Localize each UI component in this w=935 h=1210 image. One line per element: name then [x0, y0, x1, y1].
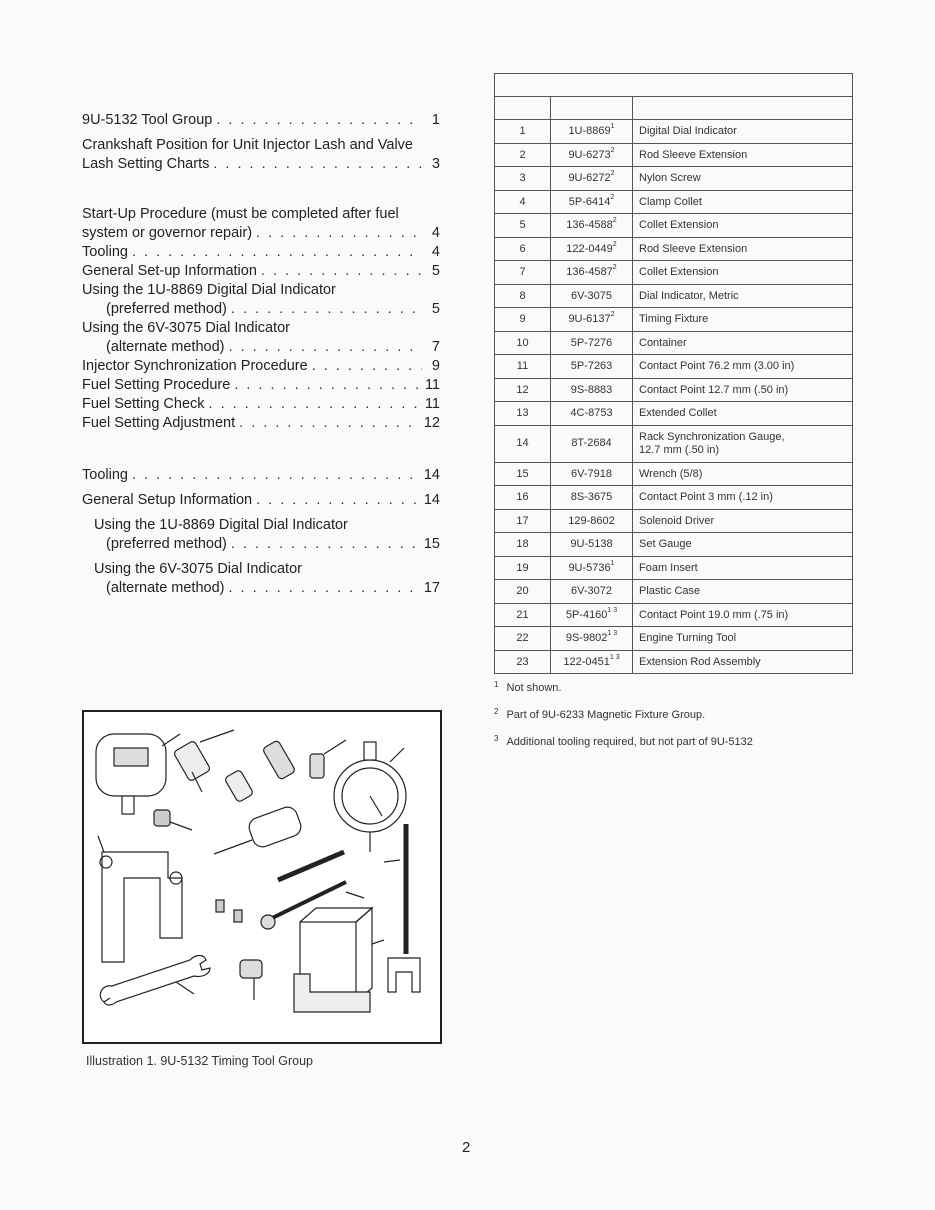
toc-page-number: 4 — [431, 225, 440, 241]
toc-leader-dots — [213, 155, 422, 174]
part-number-cell — [551, 486, 633, 510]
item-number: 1 — [495, 120, 551, 144]
toc-entry-title: Fuel Setting Procedure — [82, 377, 231, 393]
toc-page-number: 9 — [431, 358, 440, 374]
item-number: 10 — [495, 331, 551, 355]
description: Rod Sleeve Extension — [639, 148, 748, 161]
part-number: 5P-6414 — [568, 195, 611, 208]
toc-line — [82, 491, 440, 510]
description: Dial Indicator, Metric — [639, 289, 739, 302]
part-number: 1U-8869 — [568, 125, 611, 138]
description-line-2: 12.7 mm (.50 in) — [639, 443, 720, 456]
toc-line — [82, 300, 440, 319]
footnote-ref: 1 3 — [607, 630, 618, 638]
item-number: 2 — [495, 143, 551, 167]
part-number: 129-8602 — [568, 514, 615, 527]
toc-entry — [82, 376, 440, 395]
item-number: 13 — [495, 402, 551, 426]
table-row — [495, 167, 853, 191]
item-number: 4 — [495, 190, 551, 214]
toc-entry-title: Start-Up Procedure (must be completed after fuel — [82, 206, 399, 222]
collet-drawing — [224, 740, 346, 803]
description: Timing Fixture — [639, 313, 709, 326]
table-row — [495, 462, 853, 486]
toc-entry-title: Using the 1U-8869 Digital Dial Indicator — [82, 282, 336, 298]
toc-line — [82, 579, 440, 598]
toc-line — [82, 560, 440, 579]
table-row — [495, 627, 853, 651]
table-row — [495, 261, 853, 285]
extension-rod-drawing — [261, 852, 364, 929]
description-cell — [633, 603, 853, 627]
toc-leader-dots — [228, 579, 419, 598]
part-number-cell — [551, 425, 633, 462]
description: Foam Insert — [639, 561, 698, 574]
toc-entry — [82, 281, 440, 319]
footnote-ref: 1 3 — [607, 606, 618, 614]
toc-entry-title: Using the 6V-3075 Dial Indicator — [94, 561, 302, 577]
part-number-cell — [551, 556, 633, 580]
part-number-cell — [551, 284, 633, 308]
toc-section-2 — [82, 205, 440, 433]
part-number-cell — [551, 533, 633, 557]
part-number: 8T-2684 — [571, 437, 612, 449]
description: Rod Sleeve Extension — [639, 242, 748, 255]
part-number: 9U-6137 — [568, 313, 611, 326]
rod-sleeve-drawing — [173, 730, 234, 792]
table-row — [495, 650, 853, 674]
toc-line — [82, 281, 440, 300]
tool-group-drawing — [84, 712, 440, 1042]
item-number: 5 — [495, 214, 551, 238]
footnote — [494, 709, 705, 721]
toc-entry — [82, 111, 440, 130]
description-cell — [633, 143, 853, 167]
item-number: 21 — [495, 603, 551, 627]
description-cell — [633, 355, 853, 379]
toc-entry-title: (preferred method) — [106, 301, 227, 317]
footnote-ref: 2 — [610, 146, 615, 154]
item-number: 14 — [495, 425, 551, 462]
toc-leader-dots — [234, 376, 421, 395]
toc-leader-dots — [228, 338, 422, 357]
toc-line — [82, 395, 440, 414]
timing-fixture-drawing — [98, 836, 182, 962]
toc-page-number: 17 — [423, 580, 440, 596]
table-row — [495, 237, 853, 261]
table-row — [495, 486, 853, 510]
description: Rack Synchronization Gauge, — [639, 430, 785, 443]
footnote-mark: 3 — [494, 734, 499, 743]
item-number: 20 — [495, 580, 551, 604]
item-number: 12 — [495, 378, 551, 402]
wrench-drawing — [100, 956, 210, 1006]
toc-page-number: 7 — [431, 339, 440, 355]
toc-line — [82, 376, 440, 395]
description: Solenoid Driver — [639, 514, 715, 527]
toc-leader-dots — [231, 300, 422, 319]
table-row — [495, 556, 853, 580]
toc-leader-dots — [239, 414, 420, 433]
description-cell — [633, 167, 853, 191]
part-number-cell — [551, 580, 633, 604]
part-number: 5P-7263 — [570, 360, 613, 373]
toc-entry — [82, 414, 440, 433]
toc-page-number: 11 — [424, 396, 440, 412]
table-row — [495, 580, 853, 604]
toc-entry — [82, 262, 440, 281]
part-number: 9S-8883 — [570, 383, 613, 396]
toc-entry — [82, 395, 440, 414]
part-number: 9S-9802 — [565, 632, 608, 645]
item-number: 23 — [495, 650, 551, 674]
toc-line — [82, 319, 440, 338]
description: Nylon Screw — [639, 172, 701, 185]
table-row — [495, 425, 853, 462]
toc-entry — [82, 516, 440, 554]
description: Set Gauge — [639, 538, 692, 551]
description: Contact Point 3 mm (.12 in) — [639, 491, 773, 504]
toc-line — [82, 535, 440, 554]
toc-entry-title: (alternate method) — [106, 339, 225, 355]
footnote-ref: 2 — [612, 217, 617, 225]
table-row — [495, 402, 853, 426]
toc-page-number: 4 — [431, 244, 440, 260]
parts-table — [494, 73, 853, 674]
description-cell — [633, 580, 853, 604]
description-cell — [633, 462, 853, 486]
description: Contact Point 19.0 mm (.75 in) — [639, 608, 789, 621]
item-number: 17 — [495, 509, 551, 533]
part-number-cell — [551, 214, 633, 238]
table-row — [495, 378, 853, 402]
part-number-cell — [551, 355, 633, 379]
toc-entry — [82, 491, 440, 510]
table-row — [495, 355, 853, 379]
part-number: 136-4588 — [566, 219, 613, 232]
description: Engine Turning Tool — [639, 632, 737, 645]
part-number: 9U-5736 — [568, 561, 611, 574]
toc-entry — [82, 357, 440, 376]
description-cell — [633, 190, 853, 214]
description-cell — [633, 425, 853, 462]
description-cell — [633, 627, 853, 651]
part-number-cell — [551, 261, 633, 285]
part-number-cell — [551, 120, 633, 144]
table-row — [495, 143, 853, 167]
toc-page-number: 5 — [431, 301, 440, 317]
toc-line — [82, 338, 440, 357]
footnote-text: Part of 9U-6233 Magnetic Fixture Group. — [506, 709, 706, 721]
toc-leader-dots — [216, 111, 422, 130]
toc-entry-title: Lash Setting Charts — [82, 156, 210, 172]
toc-leader-dots — [209, 395, 421, 414]
item-number: 18 — [495, 533, 551, 557]
table-header-row — [495, 97, 853, 120]
part-number: 8S-3675 — [570, 491, 613, 504]
part-number: 122-0449 — [566, 242, 613, 255]
part-number: 5P-4160 — [565, 608, 608, 621]
illustration-tool-group — [82, 710, 442, 1044]
toc-entry-title: Tooling — [82, 467, 128, 483]
footnote — [494, 682, 561, 694]
toc-entry — [82, 136, 440, 174]
toc-entry-title: Injector Synchronization Procedure — [82, 358, 308, 374]
toc-line — [82, 414, 440, 433]
footnote-ref: 2 — [610, 311, 615, 319]
footnote — [494, 736, 753, 748]
footnote-text: Not shown. — [506, 682, 562, 694]
description: Collet Extension — [639, 266, 719, 279]
description-cell — [633, 650, 853, 674]
part-number: 6V-7918 — [571, 467, 612, 480]
toc-section-3 — [82, 466, 440, 598]
knurled-collet-drawing — [240, 960, 262, 1000]
toc-line — [82, 243, 440, 262]
part-number-cell — [551, 378, 633, 402]
description-cell — [633, 284, 853, 308]
toc-entry — [82, 560, 440, 598]
toc-entry-title: 9U-5132 Tool Group — [82, 112, 213, 128]
toc-leader-dots — [256, 224, 422, 243]
toc-page-number: 3 — [431, 156, 440, 172]
description-cell — [633, 378, 853, 402]
nylon-screw-drawing — [154, 810, 192, 830]
toc-page-number: 14 — [423, 492, 440, 508]
footnote-ref: 1 — [610, 123, 615, 131]
digital-dial-indicator-drawing — [96, 734, 180, 814]
description: Extension Rod Assembly — [639, 655, 761, 668]
toc-entry-title: Fuel Setting Adjustment — [82, 415, 236, 431]
item-number: 3 — [495, 167, 551, 191]
description-cell — [633, 509, 853, 533]
part-number: 9U-5138 — [570, 538, 613, 551]
footnote-mark: 1 — [494, 680, 499, 689]
toc-entry-title: Crankshaft Position for Unit Injector Lash and Valve — [82, 137, 413, 153]
table-title-row — [495, 74, 853, 97]
turning-tool-drawing — [384, 824, 420, 992]
table-row — [495, 284, 853, 308]
toc-leader-dots — [256, 491, 420, 510]
description: Clamp Collet — [639, 195, 702, 208]
illustration-caption: Illustration 1. 9U-5132 Timing Tool Group — [86, 1054, 313, 1068]
part-number: 122-0451 — [563, 655, 610, 668]
footnote-ref: 1 — [610, 559, 615, 567]
part-number-cell — [551, 308, 633, 332]
part-number-cell — [551, 603, 633, 627]
description-cell — [633, 331, 853, 355]
dial-indicator-drawing — [334, 742, 406, 852]
item-number: 11 — [495, 355, 551, 379]
part-number: 5P-7276 — [570, 336, 613, 349]
part-number: 9U-6273 — [568, 148, 611, 161]
toc-entry-title: Fuel Setting Check — [82, 396, 205, 412]
part-number: 9U-6272 — [568, 172, 611, 185]
toc-line — [82, 466, 440, 485]
part-number-cell — [551, 167, 633, 191]
toc-entry-title: General Set-up Information — [82, 263, 257, 279]
toc-line — [82, 111, 440, 130]
toc-page-number: 11 — [424, 377, 440, 393]
toc-leader-dots — [312, 357, 422, 376]
item-number: 16 — [495, 486, 551, 510]
footnote-ref: 2 — [612, 240, 617, 248]
set-gauge-drawing — [294, 908, 384, 1012]
description: Plastic Case — [639, 585, 701, 598]
part-number-cell — [551, 402, 633, 426]
description: Collet Extension — [639, 219, 719, 232]
toc-line — [82, 224, 440, 243]
part-number-cell — [551, 190, 633, 214]
toc-entry — [82, 243, 440, 262]
description: Digital Dial Indicator — [639, 125, 737, 138]
table-row — [495, 509, 853, 533]
item-number: 9 — [495, 308, 551, 332]
contact-point-drawing — [216, 900, 242, 922]
toc-line — [82, 357, 440, 376]
table-row — [495, 533, 853, 557]
footnote-text: Additional tooling required, but not part of 9U-5132 — [506, 736, 753, 748]
toc-line — [82, 205, 440, 224]
description-cell — [633, 486, 853, 510]
toc-entry — [82, 205, 440, 243]
description-cell — [633, 214, 853, 238]
part-number-cell — [551, 462, 633, 486]
description-cell — [633, 402, 853, 426]
part-number-cell — [551, 509, 633, 533]
toc-leader-dots — [132, 466, 420, 485]
item-number: 22 — [495, 627, 551, 651]
toc-entry-title: system or governor repair) — [82, 225, 253, 241]
description-cell — [633, 120, 853, 144]
toc-section-1 — [82, 111, 440, 174]
description: Contact Point 76.2 mm (3.00 in) — [639, 360, 795, 373]
footnote-ref: 2 — [610, 193, 615, 201]
description-cell — [633, 308, 853, 332]
description: Wrench (5/8) — [639, 467, 703, 480]
description: Contact Point 12.7 mm (.50 in) — [639, 383, 789, 396]
part-number: 6V-3072 — [571, 585, 612, 598]
item-number: 7 — [495, 261, 551, 285]
page-number: 2 — [462, 1139, 471, 1156]
toc-line — [82, 155, 440, 174]
part-number: 4C-8753 — [570, 407, 613, 420]
table-row — [495, 120, 853, 144]
item-number: 8 — [495, 284, 551, 308]
part-number: 6V-3075 — [571, 289, 612, 302]
toc-leader-dots — [231, 535, 420, 554]
toc-page-number: 5 — [431, 263, 440, 279]
description-cell — [633, 556, 853, 580]
part-number-cell — [551, 650, 633, 674]
part-number-cell — [551, 627, 633, 651]
toc-entry-title: Tooling — [82, 244, 128, 260]
description: Extended Collet — [639, 407, 717, 420]
toc-line — [82, 262, 440, 281]
description-cell — [633, 237, 853, 261]
toc-entry-title: Using the 1U-8869 Digital Dial Indicator — [94, 517, 348, 533]
container-drawing — [214, 804, 304, 854]
toc-entry-title: (preferred method) — [106, 536, 227, 552]
footnote-ref: 2 — [610, 170, 615, 178]
part-number-cell — [551, 143, 633, 167]
toc-entry — [82, 466, 440, 485]
toc-leader-dots — [261, 262, 422, 281]
item-number: 19 — [495, 556, 551, 580]
toc-line — [82, 516, 440, 535]
item-number: 15 — [495, 462, 551, 486]
table-row — [495, 603, 853, 627]
toc-page-number: 12 — [423, 415, 440, 431]
table-row — [495, 331, 853, 355]
toc-page-number: 14 — [423, 467, 440, 483]
part-number-cell — [551, 237, 633, 261]
toc-page-number: 15 — [423, 536, 440, 552]
description-cell — [633, 533, 853, 557]
table-row — [495, 214, 853, 238]
footnote-mark: 2 — [494, 707, 499, 716]
toc-entry-title: General Setup Information — [82, 492, 253, 508]
footnote-ref: 1 3 — [609, 653, 620, 661]
part-number-cell — [551, 331, 633, 355]
description: Container — [639, 336, 687, 349]
table-row — [495, 308, 853, 332]
toc-entry — [82, 319, 440, 357]
toc-leader-dots — [132, 243, 422, 262]
toc-line — [82, 136, 440, 155]
item-number: 6 — [495, 237, 551, 261]
toc-page-number: 1 — [431, 112, 440, 128]
part-number: 136-4587 — [566, 266, 613, 279]
table-row — [495, 190, 853, 214]
toc-entry-title: Using the 6V-3075 Dial Indicator — [82, 320, 290, 336]
description-cell — [633, 261, 853, 285]
toc-entry-title: (alternate method) — [106, 580, 225, 596]
footnote-ref: 2 — [612, 264, 617, 272]
